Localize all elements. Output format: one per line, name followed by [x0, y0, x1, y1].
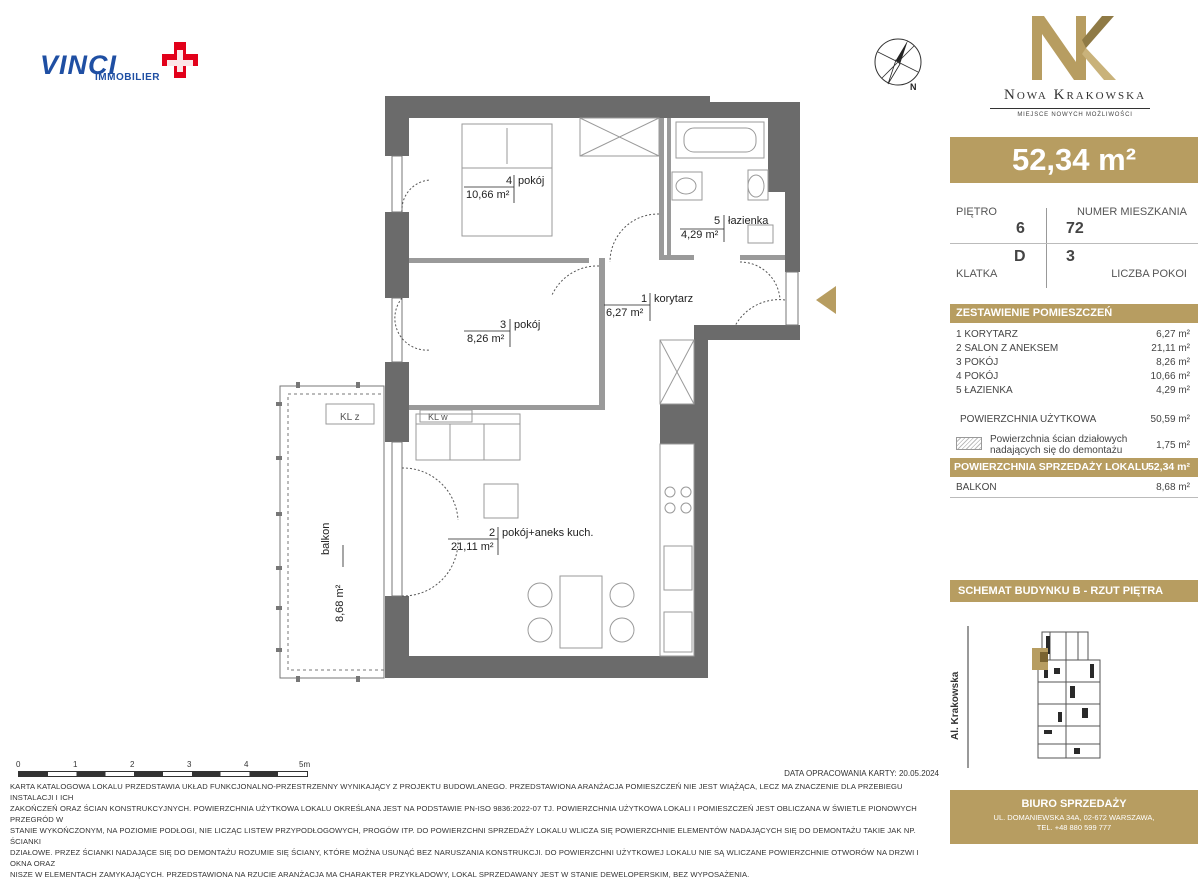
room-2-number: 2: [489, 527, 496, 539]
vinci-logo-text: VINCI: [40, 50, 118, 80]
room-1-area: 6,27 m²: [606, 307, 644, 319]
balcony-value: 8,68 m²: [1156, 482, 1190, 493]
summary-divider: [1046, 208, 1047, 288]
room-row-name: 5 ŁAZIENKA: [956, 385, 1013, 396]
disclaimer-line: DZIAŁOWE. PRZEZ ŚCIANKI NADAJĄCE SIĘ DO DEMONTAŻU ROZUMIE SIĘ ŚCIANY, KTÓRE MOŻNA USUNĄĆ BEZ NARUSZANIA KONSTRUKCJI. DO POWIERZCHNI UŻYTKOWEJ LOKALU NIE SĄ WLICZANE POWIERZCHNIE OTWORÓW NA DRZWI I OKNA ORAZ: [10, 848, 919, 868]
apartment-number-label: NUMER MIESZKANIA: [1076, 206, 1187, 218]
kl-z-label: KL z: [340, 412, 360, 423]
logo-divider: [990, 108, 1150, 109]
rooms-count-label: LICZBA POKOI: [1111, 268, 1187, 280]
walls-label: [990, 434, 1127, 456]
vinci-cross-icon: [160, 40, 200, 80]
room-row-name: 2 SALON Z ANEKSEM: [956, 343, 1059, 354]
stair-label: KLATKA: [956, 268, 998, 280]
street-label: Al. Krakowska: [950, 671, 961, 740]
hatch-legend-swatch: [956, 437, 982, 450]
room-row-name: 1 KORYTARZ: [956, 329, 1018, 340]
compass-north-label: N: [910, 82, 917, 92]
nowa-krakowska-monogram-icon: [1028, 14, 1118, 82]
sale-area-value: 52,34 m²: [1147, 461, 1190, 473]
disclaimer-text: [10, 781, 940, 880]
compass-icon: [870, 34, 930, 94]
room-2-name: pokój+aneks kuch.: [502, 527, 594, 539]
room-5-area: 4,29 m²: [681, 229, 719, 241]
rooms-count-value: 3: [1066, 248, 1075, 265]
room-row-name: 4 POKÓJ: [956, 371, 999, 382]
room-1-number: 1: [641, 293, 648, 305]
room-row-area: 21,11 m²: [1151, 343, 1190, 354]
room-4-area: 10,66 m²: [466, 189, 510, 201]
summary-separator: [950, 243, 1198, 244]
building-scheme-diagram: [950, 612, 1198, 772]
room-5-number: 5: [714, 215, 721, 227]
disclaimer-line: NISZE W ELEMENTACH ZAMYKAJĄCYCH. PRZEDSTAWIONA NA RZUCIE ARANŻACJA MA CHARAKTER PRZYKŁADOWY, LOKAL SPRZEDAWANY JEST W STANIE DEWELOPERSKIM, BEZ WYPOSAŻENIA.: [10, 870, 750, 879]
scale-tick-label: 0: [16, 760, 21, 769]
room-5-name: łazienka: [728, 215, 769, 227]
building-scheme-title: SCHEMAT BUDYNKU B - RZUT PIĘTRA: [950, 580, 1198, 602]
sales-office-box: [950, 790, 1198, 844]
stair-value: D: [1014, 248, 1026, 265]
room-1-name: korytarz: [654, 293, 694, 305]
room-3-number: 3: [500, 319, 507, 331]
walls-label-line-2: nadających się do demontażu: [990, 445, 1123, 456]
nowa-krakowska-name: Nowa Krakowska: [1003, 87, 1147, 103]
rooms-table-title: ZESTAWIENIE POMIESZCZEŃ: [950, 304, 1198, 323]
card-date: DATA OPRACOWANIA KARTY: 20.05.2024: [784, 769, 939, 778]
sale-area-bar: [950, 458, 1198, 477]
usable-area-value: 50,59 m²: [1150, 414, 1190, 425]
disclaimer-line: STANIE WYKOŃCZONYM, NA POZIOMIE PODŁOGI, NIE LICZĄC LISTEW PRZYPODŁOGOWYCH, PROGÓW ITP. DO POWIERZCHNI SPRZEDAŻY LOKALU WLICZA SIĘ POWIERZCHNIE ELEMENTÓW NADAJĄCYCH SIĘ DO DEMONTAŻU TAKIE JAK NP. ŚCIANKI: [10, 826, 916, 846]
scale-bar: [18, 771, 308, 777]
scale-tick-label: 5m: [299, 760, 311, 769]
apartment-number-value: 72: [1066, 220, 1084, 237]
room-row-area: 8,26 m²: [1156, 357, 1190, 368]
room-row-area: 6,27 m²: [1156, 329, 1190, 340]
walls-value: 1,75 m²: [1156, 440, 1190, 451]
sales-office-title: BIURO SPRZEDAŻY: [1021, 798, 1127, 810]
disclaimer-line: KARTA KATALOGOWA LOKALU PRZEDSTAWIA UKŁAD FUNKCJONALNO-PRZESTRZENNY WYNIKAJĄCY Z PROJEKTU BUDOWLANEGO. PRZEDSTAWIONA ARANŻACJA POMIESZCZEŃ NIE JEST WIĄŻĄCA, LECZ MA ZNACZENIE DLA PRZEBIEGU INSTALACJI I ICH: [10, 782, 903, 802]
room-2-area: 21,11 m²: [451, 541, 494, 553]
nowa-krakowska-tagline: MIEJSCE NOWYCH MOŻLIWOŚCI: [1017, 112, 1133, 118]
sale-area-label: POWIERZCHNIA SPRZEDAŻY LOKALU: [954, 461, 1149, 473]
usable-area-label: POWIERZCHNIA UŻYTKOWA: [960, 414, 1097, 425]
balcony-area: 8,68 m²: [334, 584, 346, 622]
walls-label-line-1: Powierzchnia ścian działowych: [990, 434, 1128, 445]
room-row-area: 4,29 m²: [1156, 385, 1190, 396]
table-bottom-line: [950, 497, 1198, 498]
scale-tick-label: 2: [130, 760, 135, 769]
vinci-logo-subtitle: IMMOBILIER: [95, 72, 160, 83]
sales-office-phone: TEL. +48 880 599 777: [1036, 823, 1112, 832]
room-row-area: 10,66 m²: [1150, 371, 1190, 382]
room-4-name: pokój: [518, 175, 545, 187]
room-3-area: 8,26 m²: [467, 333, 505, 345]
floor-label: PIĘTRO: [956, 206, 997, 218]
scale-tick-label: 3: [187, 760, 192, 769]
total-area-badge: 52,34 m²: [950, 137, 1198, 183]
scale-tick-label: 4: [244, 760, 249, 769]
floor-value: 6: [1016, 220, 1025, 237]
sales-office-address: UL. DOMANIEWSKA 34A, 02-672 WARSZAWA,: [993, 813, 1155, 822]
room-4-number: 4: [506, 175, 513, 187]
scale-tick-label: 1: [73, 760, 78, 769]
balcony-name: balkon: [320, 522, 332, 555]
room-3-name: pokój: [514, 319, 541, 331]
room-row-name: 3 POKÓJ: [956, 357, 999, 368]
disclaimer-line: ZAKOŃCZEŃ ORAZ ŚCIAN KONSTRUKCYJNYCH. POWIERZCHNIA UŻYTKOWA LOKALU OKREŚLANA JEST NA PODSTAWIE PN-ISO 9836:2022-07 TJ. POWIERZCHNIA UŻYTKOWA LOKALI I POMIESZCZEŃ JEST OBLICZANA W ŚWIETLE PIONOWYCH PRZEGRÓD W: [10, 804, 917, 824]
balcony-label: BALKON: [956, 482, 997, 493]
kl-w-label: KL w: [428, 412, 448, 422]
